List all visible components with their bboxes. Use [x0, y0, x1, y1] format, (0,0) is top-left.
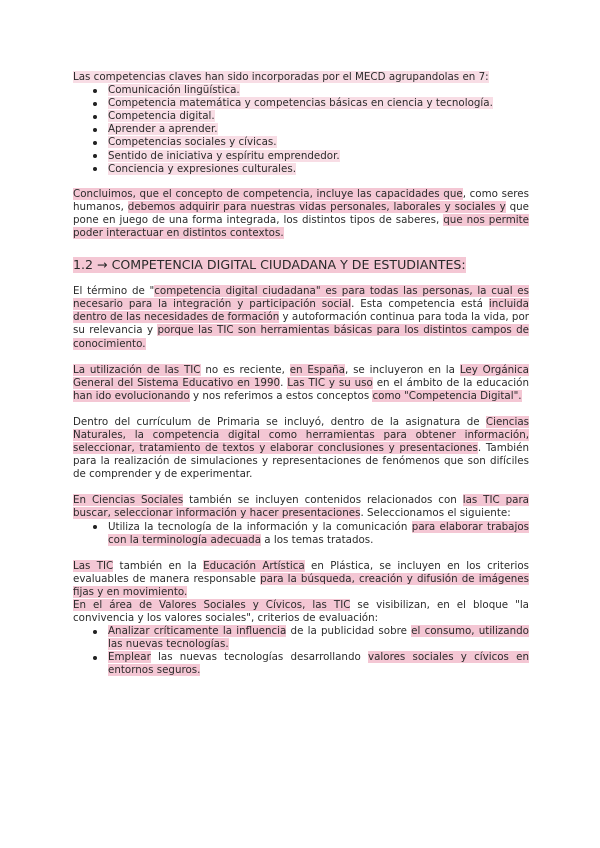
conclusion-paragraph: Concluimos, que el concepto de competencia, incluye las capacidades que, como seres humanos, debemos adquirir para nuestras vidas personales, laborales y sociales y que pone en juego de una forma integrada, los distintos tipos de saberes, que nos permite poder interactuar en distintos contextos.	[73, 187, 530, 240]
list-item: Analizar críticamente la influencia de la publicidad sobre el consumo, utilizando las nuevas tecnologías.	[73, 625, 529, 651]
intro-paragraph: Las competencias claves han sido incorporadas por el MECD agrupandolas en 7:	[73, 71, 489, 83]
valores-sociales-list	[73, 625, 529, 677]
competencias-list	[73, 84, 529, 176]
ciencias-sociales-list	[73, 521, 529, 547]
list-item: Emplear las nuevas tecnologías desarrollando valores sociales y cívicos en entornos seguros.	[73, 651, 529, 677]
list-item: Utiliza la tecnología de la información y la comunicación para elaborar trabajos con la terminología adecuada a los temas tratados.	[73, 521, 529, 547]
paragraph-ciencias-sociales: En Ciencias Sociales también se incluyen contenidos relacionados con las TIC para buscar, seleccionar información y hacer presentaciones. Seleccionamos el siguiente:	[73, 494, 529, 520]
list-item: Conciencia y expresiones culturales.	[73, 163, 529, 176]
list-item: Competencia matemática y competencias básicas en ciencia y tecnología.	[73, 97, 529, 110]
list-item: Competencias sociales y cívicas.	[73, 136, 529, 149]
section-heading: 1.2 → COMPETENCIA DIGITAL CIUDADANA Y DE ESTUDIANTES:	[73, 257, 466, 273]
paragraph-competencia-ciudadana: El término de "competencia digital ciudadana" es para todas las personas, la cual es necesario para la integración y participación social. Esta competencia está incluida dentro de las necesidades de formación y autoformación continua para toda la vida, por su relevancia y porque las TIC son herramientas básicas para los distintos campos de conocimiento.	[73, 285, 530, 350]
paragraph-educacion-artistica: Las TIC también en la Educación Artística en Plástica, se incluyen en los criterios evaluables de manera responsable para la búsqueda, creación y difusión de imágenes fijas y en movimiento.	[73, 559, 530, 598]
list-item: Competencia digital.	[73, 110, 529, 123]
list-item: Sentido de iniciativa y espíritu emprendedor.	[73, 150, 529, 163]
paragraph-utilizacion-tic: La utilización de las TIC no es reciente, en España, se incluyeron en la Ley Orgánica General del Sistema Educativo en 1990. Las TIC y su uso en el ámbito de la educación han ido evolucionando y nos referimos a estos conceptos como "Competencia Digital".	[73, 363, 529, 402]
paragraph-ciencias-naturales: Dentro del currículum de Primaria se incluyó, dentro de la asignatura de Ciencias Naturales, la competencia digital como herramientas para obtener información, seleccionar, tratamiento de textos y elaborar conclusiones y presentaciones. También para la realización de simulaciones y representaciones de fenómenos que son difíciles de comprender y de experimentar.	[73, 415, 529, 481]
list-item: Comunicación lingüística.	[73, 84, 529, 97]
document-content	[73, 71, 529, 678]
paragraph-valores-sociales: En el área de Valores Sociales y Cívicos, las TIC se visibilizan, en el bloque "la convivencia y los valores sociales", criterios de evaluación:	[73, 599, 529, 625]
list-item: Aprender a aprender.	[73, 123, 529, 136]
